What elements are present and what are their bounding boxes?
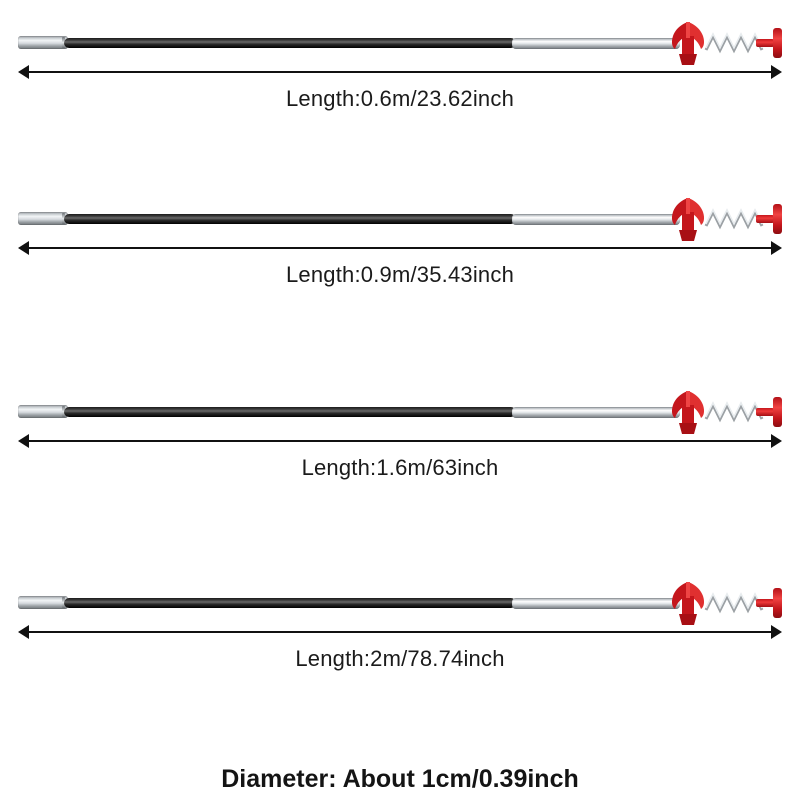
length-label: Length:0.6m/23.62inch	[285, 86, 515, 111]
plunger-icon	[756, 28, 782, 58]
flexible-shaft	[64, 407, 516, 417]
flexible-shaft	[64, 214, 516, 224]
arrow-right-icon	[771, 65, 782, 79]
dimension-line	[26, 71, 774, 73]
steel-shaft	[512, 407, 680, 418]
steel-shaft	[512, 38, 680, 49]
arrow-right-icon	[771, 241, 782, 255]
flexible-shaft	[64, 598, 516, 608]
ferrule-icon	[18, 596, 68, 609]
grabber-tool-illustration	[18, 14, 782, 70]
dimension-arrow	[18, 241, 782, 255]
plunger-cap	[773, 204, 782, 234]
flexible-shaft	[64, 38, 516, 48]
plunger-icon	[756, 397, 782, 427]
dimension-line	[26, 440, 774, 442]
grabber-tool-illustration	[18, 383, 782, 439]
arrow-right-icon	[771, 625, 782, 639]
plunger-stem	[756, 39, 774, 47]
grabber-tool-illustration	[18, 574, 782, 630]
claw-icon	[668, 385, 708, 437]
plunger-icon	[756, 588, 782, 618]
plunger-stem	[756, 408, 774, 416]
ferrule-icon	[18, 405, 68, 418]
grabber-tool-illustration	[18, 190, 782, 246]
dimension-arrow	[18, 625, 782, 639]
length-label: Length:0.9m/35.43inch	[285, 262, 515, 287]
plunger-stem	[756, 599, 774, 607]
dimension-arrow	[18, 434, 782, 448]
ferrule-icon	[18, 36, 68, 49]
plunger-cap	[773, 588, 782, 618]
diameter-note: Diameter: About 1cm/0.39inch	[221, 765, 579, 793]
plunger-cap	[773, 397, 782, 427]
steel-shaft	[512, 214, 680, 225]
dimension-line	[26, 631, 774, 633]
length-label: Length:2m/78.74inch	[295, 646, 505, 671]
plunger-icon	[756, 204, 782, 234]
claw-icon	[668, 16, 708, 68]
plunger-stem	[756, 215, 774, 223]
steel-shaft	[512, 598, 680, 609]
arrow-right-icon	[771, 434, 782, 448]
claw-icon	[668, 192, 708, 244]
length-label: Length:1.6m/63inch	[301, 455, 499, 480]
ferrule-icon	[18, 212, 68, 225]
dimension-arrow	[18, 65, 782, 79]
claw-icon	[668, 576, 708, 628]
plunger-cap	[773, 28, 782, 58]
dimension-line	[26, 247, 774, 249]
